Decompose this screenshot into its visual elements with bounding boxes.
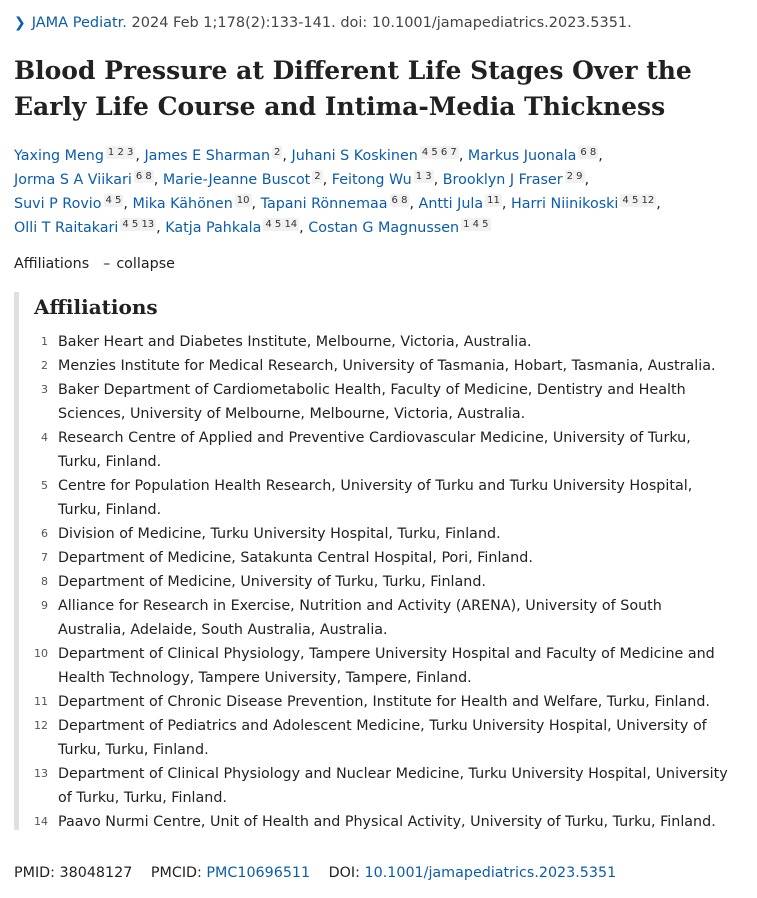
affiliation-item bbox=[19, 570, 734, 594]
author bbox=[511, 196, 656, 212]
affiliations-heading: Affiliations bbox=[34, 295, 158, 319]
author-affiliation-ref[interactable]: 4 5 bbox=[105, 195, 122, 206]
doi-link[interactable]: 10.1001/jamapediatrics.2023.5351 bbox=[364, 865, 617, 881]
author-affiliation-ref[interactable]: 1 2 3 bbox=[107, 147, 134, 158]
author bbox=[14, 148, 135, 164]
affiliation-number: 1 bbox=[41, 335, 48, 348]
author-link[interactable]: Costan G Magnussen bbox=[308, 220, 460, 236]
affiliation-text: Baker Department of Cardiometabolic Health, Faculty of Medicine, Dentistry and Health Sciences, University of Melbourne, Melbourne, Victoria, Australia. bbox=[58, 382, 686, 422]
author-affiliation-ref[interactable]: 2 bbox=[314, 171, 321, 182]
affiliation-item bbox=[19, 594, 734, 642]
author bbox=[163, 172, 323, 188]
affiliation-item bbox=[19, 474, 734, 522]
author-affiliation-ref[interactable]: 6 8 bbox=[580, 147, 597, 158]
affiliation-text: Menzies Institute for Medical Research, University of Tasmania, Hobart, Tasmania, Australia. bbox=[58, 358, 716, 374]
author bbox=[14, 196, 123, 212]
affiliation-number: 13 bbox=[34, 767, 48, 780]
journal-link[interactable]: JAMA Pediatr. bbox=[31, 15, 127, 31]
author bbox=[144, 148, 282, 164]
affiliation-item bbox=[19, 426, 734, 474]
affiliation-number: 2 bbox=[41, 359, 48, 372]
affiliation-text: Department of Medicine, University of Turku, Turku, Finland. bbox=[58, 574, 486, 590]
author bbox=[332, 172, 434, 188]
affiliation-number: 6 bbox=[41, 527, 48, 540]
affiliation-text: Research Centre of Applied and Preventive Cardiovascular Medicine, University of Turku, Turku, Finland. bbox=[58, 430, 691, 470]
author-affiliation-ref[interactable]: 6 8 bbox=[135, 171, 152, 182]
author-link[interactable]: Olli T Raitakari bbox=[14, 220, 119, 236]
author-affiliation-ref[interactable]: 11 bbox=[487, 195, 500, 206]
affiliation-number: 4 bbox=[41, 431, 48, 444]
author-affiliation-ref[interactable]: 2 9 bbox=[566, 171, 583, 182]
author-affiliation-ref[interactable]: 1 3 bbox=[415, 171, 432, 182]
affiliation-number: 8 bbox=[41, 575, 48, 588]
pmid-label: PMID: bbox=[14, 865, 55, 881]
affiliations-toggle-action: collapse bbox=[116, 256, 175, 272]
affiliations-toggle-label: Affiliations bbox=[14, 256, 90, 272]
article-identifiers bbox=[14, 863, 616, 883]
author-link[interactable]: Feitong Wu bbox=[331, 172, 412, 188]
affiliation-text: Alliance for Research in Exercise, Nutrition and Activity (ARENA), University of South Australia, Adelaide, South Australia, Australia. bbox=[58, 598, 662, 638]
affiliation-number: 10 bbox=[34, 647, 48, 660]
affiliation-item bbox=[19, 762, 734, 810]
author bbox=[165, 220, 299, 236]
author-list: Yaxing Meng 1 2 3 , James E Sharman 2 , Juhani S Koskinen 4 5 6 7 , Markus Juonala 6 8 , Jorma S A Viikari 6 8 , Marie-Jeanne Buscot 2 , Feitong Wu 1 3 , Brooklyn J Fraser 2 9 , Suvi P Rovio 4 5 , Mika Kähönen 10 , Tapani Rönnemaa 6 8 , Antti Jula 11 , Harri Niinikoski 4 5 12 , Olli T Raitakari 4 5 13 , Katja Pahkala 4 5 14 , Costan G Magnussen 1 4 5 bbox=[14, 147, 661, 236]
author bbox=[291, 148, 458, 164]
author-link[interactable]: Tapani Rönnemaa bbox=[260, 196, 388, 212]
author-link[interactable]: Antti Jula bbox=[418, 196, 484, 212]
author-link[interactable]: Marie-Jeanne Buscot bbox=[162, 172, 311, 188]
affiliation-item bbox=[19, 810, 734, 834]
author bbox=[14, 220, 156, 236]
author-affiliation-ref[interactable]: 4 5 12 bbox=[622, 195, 655, 206]
chevron-right-icon[interactable]: ❯ bbox=[14, 15, 26, 31]
article-title: Blood Pressure at Different Life Stages Over the Early Life Course and Intima-Media Thickness bbox=[14, 56, 692, 121]
affiliation-number: 11 bbox=[34, 695, 48, 708]
author-affiliation-ref[interactable]: 4 5 14 bbox=[265, 219, 298, 230]
affiliation-text: Baker Heart and Diabetes Institute, Melbourne, Victoria, Australia. bbox=[58, 334, 532, 350]
collapse-icon: – bbox=[103, 256, 111, 272]
affiliation-item bbox=[19, 690, 734, 714]
author bbox=[133, 196, 252, 212]
citation-details: 2024 Feb 1;178(2):133-141. doi: 10.1001/jamapediatrics.2023.5351. bbox=[131, 15, 632, 31]
affiliation-text: Department of Clinical Physiology and Nuclear Medicine, Turku University Hospital, University of Turku, Turku, Finland. bbox=[58, 766, 728, 806]
pmid-value: 38048127 bbox=[59, 865, 133, 881]
affiliation-item bbox=[19, 378, 734, 426]
affiliation-item bbox=[19, 354, 734, 378]
affiliation-item bbox=[19, 330, 734, 354]
affiliation-number: 12 bbox=[34, 719, 48, 732]
pmcid-label: PMCID: bbox=[150, 865, 202, 881]
affiliations-panel bbox=[14, 292, 734, 830]
author-link[interactable]: Jorma S A Viikari bbox=[14, 172, 132, 188]
affiliation-item bbox=[19, 522, 734, 546]
affiliation-number: 7 bbox=[41, 551, 48, 564]
affiliations-list bbox=[19, 330, 734, 834]
affiliation-text: Department of Chronic Disease Prevention, Institute for Health and Welfare, Turku, Finland. bbox=[58, 694, 710, 710]
author bbox=[261, 196, 410, 212]
author-affiliation-ref[interactable]: 4 5 6 7 bbox=[421, 147, 457, 158]
author-link[interactable]: Juhani S Koskinen bbox=[291, 148, 418, 164]
affiliation-text: Paavo Nurmi Centre, Unit of Health and Physical Activity, University of Turku, Turku, Finland. bbox=[58, 814, 716, 830]
author-affiliation-ref[interactable]: 10 bbox=[236, 195, 250, 206]
author-link[interactable]: Brooklyn J Fraser bbox=[442, 172, 563, 188]
affiliation-item bbox=[19, 714, 734, 762]
citation-line bbox=[14, 13, 632, 33]
author bbox=[443, 172, 585, 188]
affiliation-number: 5 bbox=[41, 479, 48, 492]
author-affiliation-ref[interactable]: 4 5 13 bbox=[122, 219, 155, 230]
author-link[interactable]: Mika Kähönen bbox=[132, 196, 233, 212]
author-affiliation-ref[interactable]: 1 4 5 bbox=[463, 219, 489, 230]
affiliation-number: 9 bbox=[41, 599, 48, 612]
author bbox=[468, 148, 598, 164]
author bbox=[308, 220, 490, 236]
affiliation-number: 3 bbox=[41, 383, 48, 396]
author-link[interactable]: Suvi P Rovio bbox=[14, 196, 102, 212]
affiliation-text: Department of Medicine, Satakunta Central Hospital, Pori, Finland. bbox=[58, 550, 533, 566]
author bbox=[419, 196, 502, 212]
author-affiliation-ref[interactable]: 6 8 bbox=[391, 195, 408, 206]
author-link[interactable]: Yaxing Meng bbox=[14, 148, 104, 164]
author-link[interactable]: Katja Pahkala bbox=[165, 220, 262, 236]
affiliation-text: Department of Clinical Physiology, Tampere University Hospital and Faculty of Medicine and Health Technology, Tampere University, Tampere, Finland. bbox=[58, 646, 715, 686]
affiliations-toggle[interactable] bbox=[14, 254, 175, 274]
author-link[interactable]: Harri Niinikoski bbox=[510, 196, 619, 212]
author-link[interactable]: James E Sharman bbox=[144, 148, 271, 164]
affiliation-text: Division of Medicine, Turku University Hospital, Turku, Finland. bbox=[58, 526, 501, 542]
author-affiliation-ref[interactable]: 2 bbox=[274, 147, 281, 158]
affiliation-item bbox=[19, 642, 734, 690]
author bbox=[14, 172, 154, 188]
affiliation-text: Centre for Population Health Research, University of Turku and Turku University Hospital, Turku, Finland. bbox=[58, 478, 693, 518]
pmcid-link[interactable]: PMC10696511 bbox=[206, 865, 311, 881]
doi-label: DOI: bbox=[328, 865, 360, 881]
affiliation-text: Department of Pediatrics and Adolescent Medicine, Turku University Hospital, University of Turku, Turku, Finland. bbox=[58, 718, 707, 758]
affiliation-number: 14 bbox=[34, 815, 48, 828]
affiliation-item bbox=[19, 546, 734, 570]
author-link[interactable]: Markus Juonala bbox=[467, 148, 577, 164]
